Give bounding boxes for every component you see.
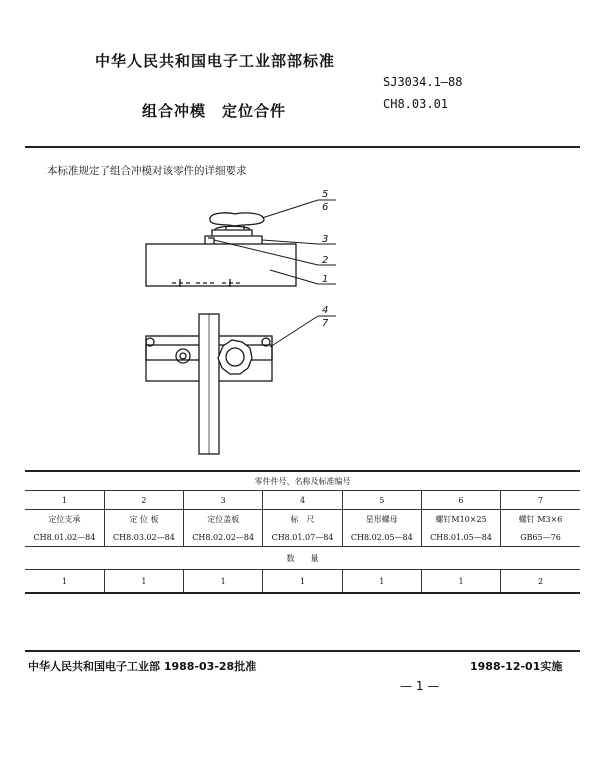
part-number: 4	[263, 491, 342, 510]
standard-code: SJ3034.1—88	[383, 75, 463, 89]
assembly-top-view	[146, 314, 272, 454]
part-name: 定位盖板	[184, 510, 263, 529]
part-standard: CH8.01.02—84	[33, 532, 96, 542]
organization-standard-title: 中华人民共和国电子工业部部标准	[95, 52, 336, 70]
approval-line: 中华人民共和国电子工业部 1988-03-28批准	[28, 660, 257, 673]
part-quantity: 1	[421, 570, 500, 594]
part-number: 2	[104, 491, 183, 510]
part-quantity: 1	[25, 570, 104, 594]
part-standard: CH8.01.05—84	[421, 528, 500, 547]
part-name: 星形螺母	[342, 510, 421, 529]
part-quantity: 1	[104, 570, 183, 594]
part-quantity: 1	[263, 570, 342, 594]
part-number: 7	[501, 491, 580, 510]
callout-2: 2	[322, 255, 329, 266]
part-name: 螺钉 M3×6	[501, 510, 580, 529]
part-standard: CH8.02.02—84	[184, 528, 263, 547]
part-name: 螺钉M10×25	[421, 510, 500, 529]
parts-table-caption: 零件件号、名称及标准编号	[25, 471, 580, 491]
quantity-caption: 数 量	[25, 547, 580, 570]
callout-7: 7	[322, 318, 329, 329]
part-number: 6	[421, 491, 500, 510]
part-name: 标 尺	[263, 510, 342, 529]
document-title: 组合冲模 定位合件	[142, 102, 287, 120]
part-standard: GB65—76	[501, 528, 580, 547]
part-quantity: 1	[342, 570, 421, 594]
part-number: 5	[342, 491, 421, 510]
callout-5: 5	[322, 189, 329, 200]
part-name: 定位支承	[25, 510, 104, 529]
standard-sub-code: CH8.03.01	[383, 97, 449, 111]
callout-4: 4	[322, 305, 329, 316]
part-quantity: 1	[184, 570, 263, 594]
callout-1: 1	[322, 274, 329, 285]
implementation-date: 1988-12-01实施	[470, 660, 563, 673]
part-standard: CH8.02.05—84	[342, 528, 421, 547]
callout-6: 6	[322, 202, 329, 213]
callout-3: 3	[322, 234, 329, 245]
part-standard: CH8.03.02—84	[104, 528, 183, 547]
page-number: — 1 —	[400, 679, 440, 693]
part-number: 1	[25, 491, 104, 510]
part-name: 定 位 板	[104, 510, 183, 529]
footer-divider	[25, 650, 580, 652]
part-quantity: 2	[501, 570, 580, 594]
part-standard: CH8.01.07—84	[263, 528, 342, 547]
locating-support-front	[146, 244, 296, 286]
star-nut-front	[210, 213, 264, 226]
parts-table	[25, 470, 580, 594]
part-number: 3	[184, 491, 263, 510]
intro-text: 本标准规定了组合冲模对该零件的详细要求	[47, 165, 247, 177]
